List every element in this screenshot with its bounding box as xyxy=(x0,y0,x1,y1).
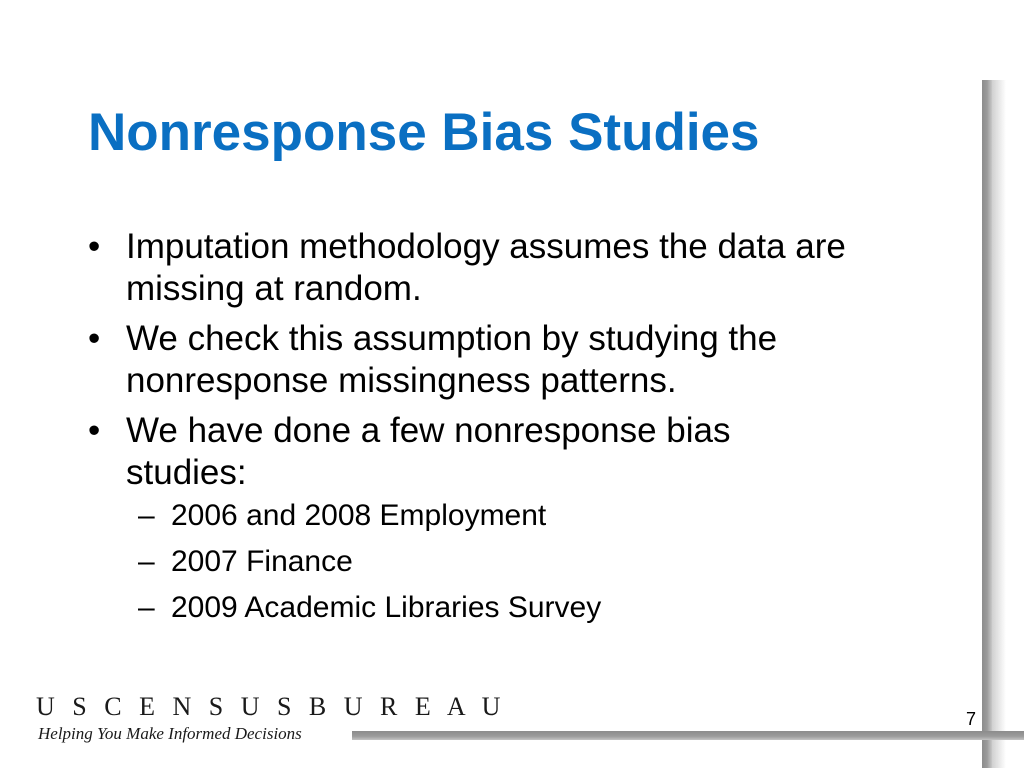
right-bar-shadow xyxy=(992,80,1006,768)
sub-bullet-text: 2006 and 2008 Employment xyxy=(171,499,547,532)
bullet-item xyxy=(84,410,944,494)
sub-bullet-item xyxy=(84,498,944,534)
census-bureau-logo: U S C E N S U S B U R E A U xyxy=(36,692,506,721)
sub-bullet-marker: – xyxy=(138,499,155,532)
bullet-item xyxy=(84,318,944,402)
sub-bullet-text: 2007 Finance xyxy=(171,545,353,578)
slide-body xyxy=(84,226,944,636)
logo-tagline: Helping You Make Informed Decisions xyxy=(38,724,302,743)
bullet-item xyxy=(84,226,944,310)
bullet-text: We have done a few nonresponse bias studies: xyxy=(126,411,731,492)
bullet-marker: • xyxy=(88,227,101,266)
sub-bullet-text: 2009 Academic Libraries Survey xyxy=(171,591,602,624)
right-vertical-bar xyxy=(982,80,992,768)
bullet-text: We check this assumption by studying the nonresponse missingness patterns. xyxy=(126,319,778,400)
bullet-marker: • xyxy=(88,411,101,450)
sub-bullet-item xyxy=(84,590,944,626)
page-number: 7 xyxy=(966,709,977,729)
sub-bullet-marker: – xyxy=(138,545,155,578)
slide-title: Nonresponse Bias Studies xyxy=(88,103,760,162)
sub-bullet-marker: – xyxy=(138,591,155,624)
sub-bullet-item xyxy=(84,544,944,580)
bullet-marker: • xyxy=(88,319,101,358)
bullet-text: Imputation methodology assumes the data are missing at random. xyxy=(126,227,846,308)
bottom-horizontal-bar xyxy=(352,731,1024,740)
